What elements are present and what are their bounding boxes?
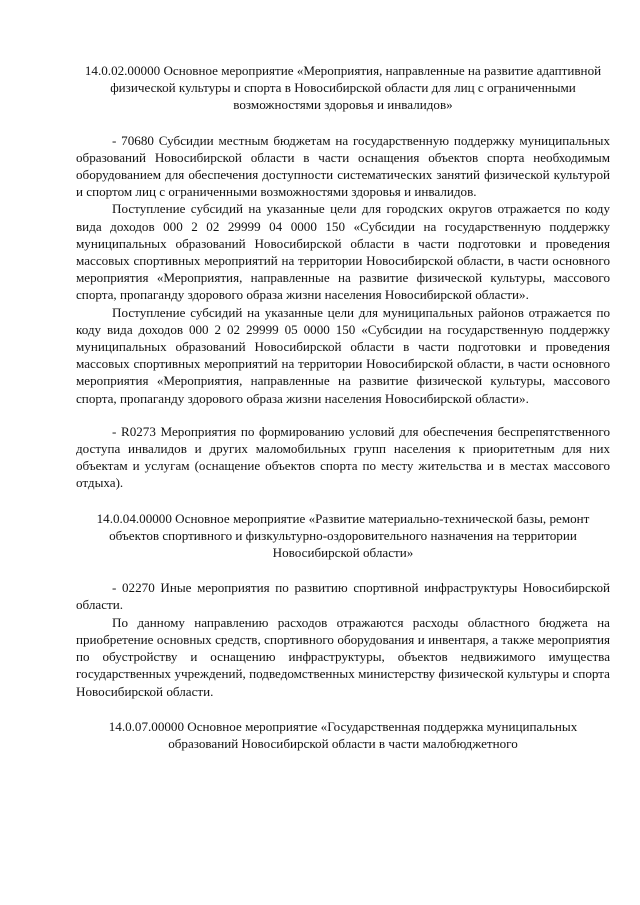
spacer xyxy=(76,407,610,423)
paragraph-municipal-districts: Поступление субсидий на указанные цели для муниципальных районов отражается по коду вида доходов 000 2 02 29999 05 0000 150 «Субсидии на государственную поддержку муниципальных образований Новосибирской области в части подготовки и проведения массовых спортивных мероприятий на территории Новосибирской области, в части основного мероприятия «Мероприятия, направленные на развитие физической культуры, массового спорта, пропаганду здорового образа жизни населения Новосибирской области». xyxy=(76,304,610,406)
paragraph-70680: - 70680 Субсидии местным бюджетам на государственную поддержку муниципальных образований Новосибирской области в части оснащения объектов спорта необходимым оборудованием для обеспечения доступности систематических занятий физической культурой и спортом лиц с ограниченными возможностями здоровья и инвалидов. xyxy=(76,132,610,200)
document-page xyxy=(76,62,610,752)
paragraph-r0273: - R0273 Мероприятия по формированию условий для обеспечения беспрепятственного доступа инвалидов и других маломобильных групп населения к приоритетным для них объектам и услугам (оснащение объектов спорта по месту жительства и в местах массового отдыха). xyxy=(76,423,610,491)
spacer xyxy=(76,114,610,132)
spacer xyxy=(76,561,610,579)
paragraph-02270: - 02270 Иные мероприятия по развитию спортивной инфраструктуры Новосибирской области. xyxy=(76,580,610,613)
section-heading-14-0-04: 14.0.04.00000 Основное мероприятие «Развитие материально-технической базы, ремонт объектов спортивного и физкультурно-оздоровительного назначения на территории Новосибирской области» xyxy=(96,510,590,561)
spacer xyxy=(76,700,610,718)
spacer xyxy=(76,492,610,510)
section-heading-14-0-02: 14.0.02.00000 Основное мероприятие «Мероприятия, направленные на развитие адаптивной физической культуры и спорта в Новосибирской области для лиц с ограниченными возможностями здоровья и инвалидов» xyxy=(84,63,602,113)
paragraph-expense-direction: По данному направлению расходов отражаются расходы областного бюджета на приобретение основных средств, спортивного оборудования и инвентаря, а также мероприятия по обустройству и оснащению инфраструктуры, объектов недвижимого имущества государственных учреждений, подведомственных министерству физической культуры и спорта Новосибирской области. xyxy=(76,614,610,699)
section-heading-14-0-07: 14.0.07.00000 Основное мероприятие «Государственная поддержка муниципальных образований Новосибирской области в части малобюджетного xyxy=(108,718,578,751)
paragraph-urban-districts: Поступление субсидий на указанные цели для городских округов отражается по коду вида доходов 000 2 02 29999 04 0000 150 «Субсидии на государственную поддержку муниципальных образований Новосибирской области в части подготовки и проведения массовых спортивных мероприятий на территории Новосибирской области, в части основного мероприятия «Мероприятия, направленные на развитие физической культуры, массового спорта, пропаганду здорового образа жизни населения Новосибирской области». xyxy=(76,201,610,303)
